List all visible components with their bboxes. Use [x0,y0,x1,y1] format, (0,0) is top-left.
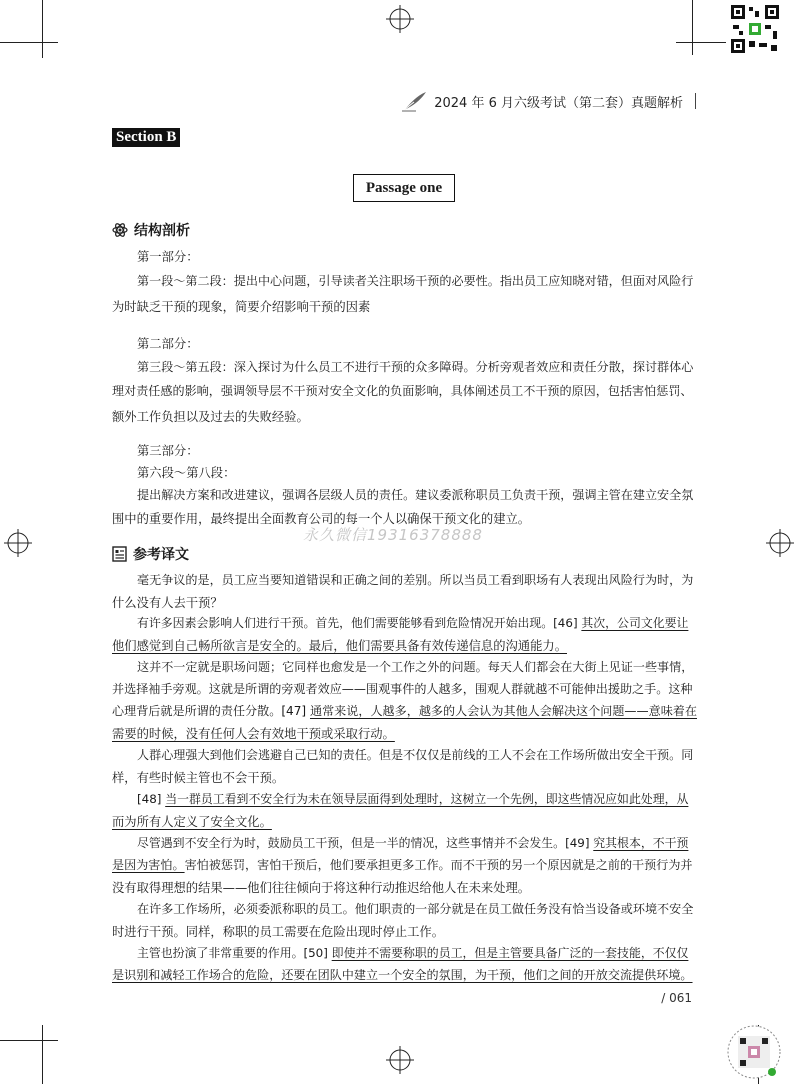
translation-heading [112,544,189,564]
structure-text: 第一段～第二段：提出中心问题，引导读者关注职场干预的必要性。指出员工应知晓对错，但面对风险行 [137,274,694,288]
registration-mark-icon [4,529,32,557]
quill-pen-icon [402,90,428,112]
answer-underline-46: 其次，公司文化要让 [581,616,689,630]
structure-text: 第三段～第五段：深入探讨为什么员工不进行干预的众多障碍。分析旁观者效应和责任分散，探讨群体心 [137,360,694,374]
answer-underline-47: 需要的时候，没有任何人会有效地干预或采取行动。 [112,727,395,741]
answer-underline-46: 他们感觉到自己畅所欲言是安全的。最后，他们需要具备有效传递信息的沟通能力。 [112,639,567,653]
paragraph-line [137,944,688,961]
structure-text: 第二部分： [137,337,199,351]
structure-text: 第六段～第八段： [137,466,236,480]
structure-text: 第三部分： [137,444,199,458]
structure-text: 提出解决方案和改进建议，强调各层级人员的责任。建议委派称职员工负责干预，强调主管在建立安全氛 [137,488,694,502]
translation-heading-text: 参考译文 [133,547,189,563]
paragraph-line: 没有取得理想的结果——他们往往倾向于将这种行动推迟给他人在未来处理。 [112,881,531,895]
paragraph-text: [48] [137,792,166,806]
structure-heading-text: 结构剖析 [134,223,190,239]
crop-mark [0,1040,58,1041]
answer-underline-48: 而为所有人定义了安全文化。 [112,815,272,829]
watermark: 永久微信19316378888 [303,526,483,544]
paragraph-line: 并选择袖手旁观。这就是所谓的旁观者效应——围观事件的人越多，围观人群就越不可能伸出援助之手。这种 [112,682,693,696]
passage-title: Passage one [353,174,455,202]
structure-text: 为时缺乏干预的现象，简要介绍影响干预的因素 [112,300,371,314]
paragraph-text: 心理背后就是所谓的责任分散。[47] [112,704,310,718]
qr-code-icon [724,1024,784,1080]
structure-text: 第一部分： [137,250,199,264]
registration-mark-icon [386,1046,414,1074]
qr-code-icon [729,3,781,55]
paragraph-text: 有许多因素会影响人们进行干预。首先，他们需要能够看到危险情况开始出现。[46] [137,616,582,630]
paragraph-text: 主管也扮演了非常重要的作用。[50] [137,946,332,960]
paragraph-text: 尽管遇到不安全行为时，鼓励员工干预，但是一半的情况，这些事情并不会发生。[49] [137,836,594,850]
paragraph-line: 人群心理强大到他们会逃避自己已知的责任。但是不仅仅是前线的工人不会在工作场所做出安全干预。同 [137,748,694,762]
structure-text: 理对责任感的影响，强调领导层不干预对安全文化的负面影响，具体阐述员工不干预的原因，包括害怕惩罚、 [112,384,693,398]
paragraph-line [112,856,693,873]
paragraph-line [112,702,697,719]
paragraph-line: 什么没有人去干预？ [112,596,223,610]
answer-underline-50: 是识别和减轻工作场合的危险，还要在团队中建立一个安全的氛围，为干预，他们之间的开放交流提供环境。 [112,968,693,982]
registration-mark-icon [766,529,794,557]
crop-mark [42,1025,43,1084]
paragraph-line [137,834,688,851]
answer-underline-47: 通常来说，人越多，越多的人会认为其他人会解决这个问题——意味着在 [309,704,697,718]
crop-mark [692,0,693,55]
paragraph-line: 时进行干预。同样，称职的员工需要在危险出现时停止工作。 [112,925,445,939]
paragraph-line [137,790,688,807]
section-label: Section B [112,128,180,147]
page-number: / 061 [661,991,692,1005]
registration-mark-icon [386,5,414,33]
paragraph-line: 这并不一定就是职场问题；它同样也愈发是一个工作之外的问题。每天人们都会在大街上见证一些事情， [137,660,694,674]
answer-underline-50: 即使并不需要称职的员工，但是主管要具备广泛的一套技能，不仅仅 [331,946,689,960]
paragraph-line [137,614,688,631]
document-icon [112,546,127,562]
structure-heading [112,220,190,240]
structure-text: 额外工作负担以及过去的失败经验。 [112,410,309,424]
header-title: 2024 年 6 月六级考试（第二套）真题解析 [434,95,683,111]
structure-text: 围中的重要作用，最终提出全面教育公司的每一个人以确保干预文化的建立。 [112,512,531,526]
crop-mark [42,0,43,58]
atom-icon [112,222,128,238]
running-header [402,90,696,112]
header-divider [695,93,696,109]
answer-underline-49: 究其根本，不干预 [593,836,689,850]
paragraph-text: 害怕被惩罚，害怕干预后，他们要承担更多工作。而不干预的另一个原因就是之前的干预行为并 [184,858,693,872]
paragraph-line: 样，有些时候主管也不会干预。 [112,771,285,785]
paragraph-line: 在许多工作场所，必须委派称职的员工。他们职责的一部分就是在员工做任务没有恰当设备或环境不安全 [137,902,694,916]
paragraph-line: 毫无争议的是，员工应当要知道错误和正确之间的差别。所以当员工看到职场有人表现出风险行为时，为 [137,573,694,587]
answer-underline-48: 当一群员工看到不安全行为未在领导层面得到处理时，这树立一个先例，即这些情况应如此处理，从 [165,792,689,806]
answer-underline-49: 是因为害怕。 [112,858,185,872]
crop-mark [676,42,726,43]
crop-mark [0,42,58,43]
